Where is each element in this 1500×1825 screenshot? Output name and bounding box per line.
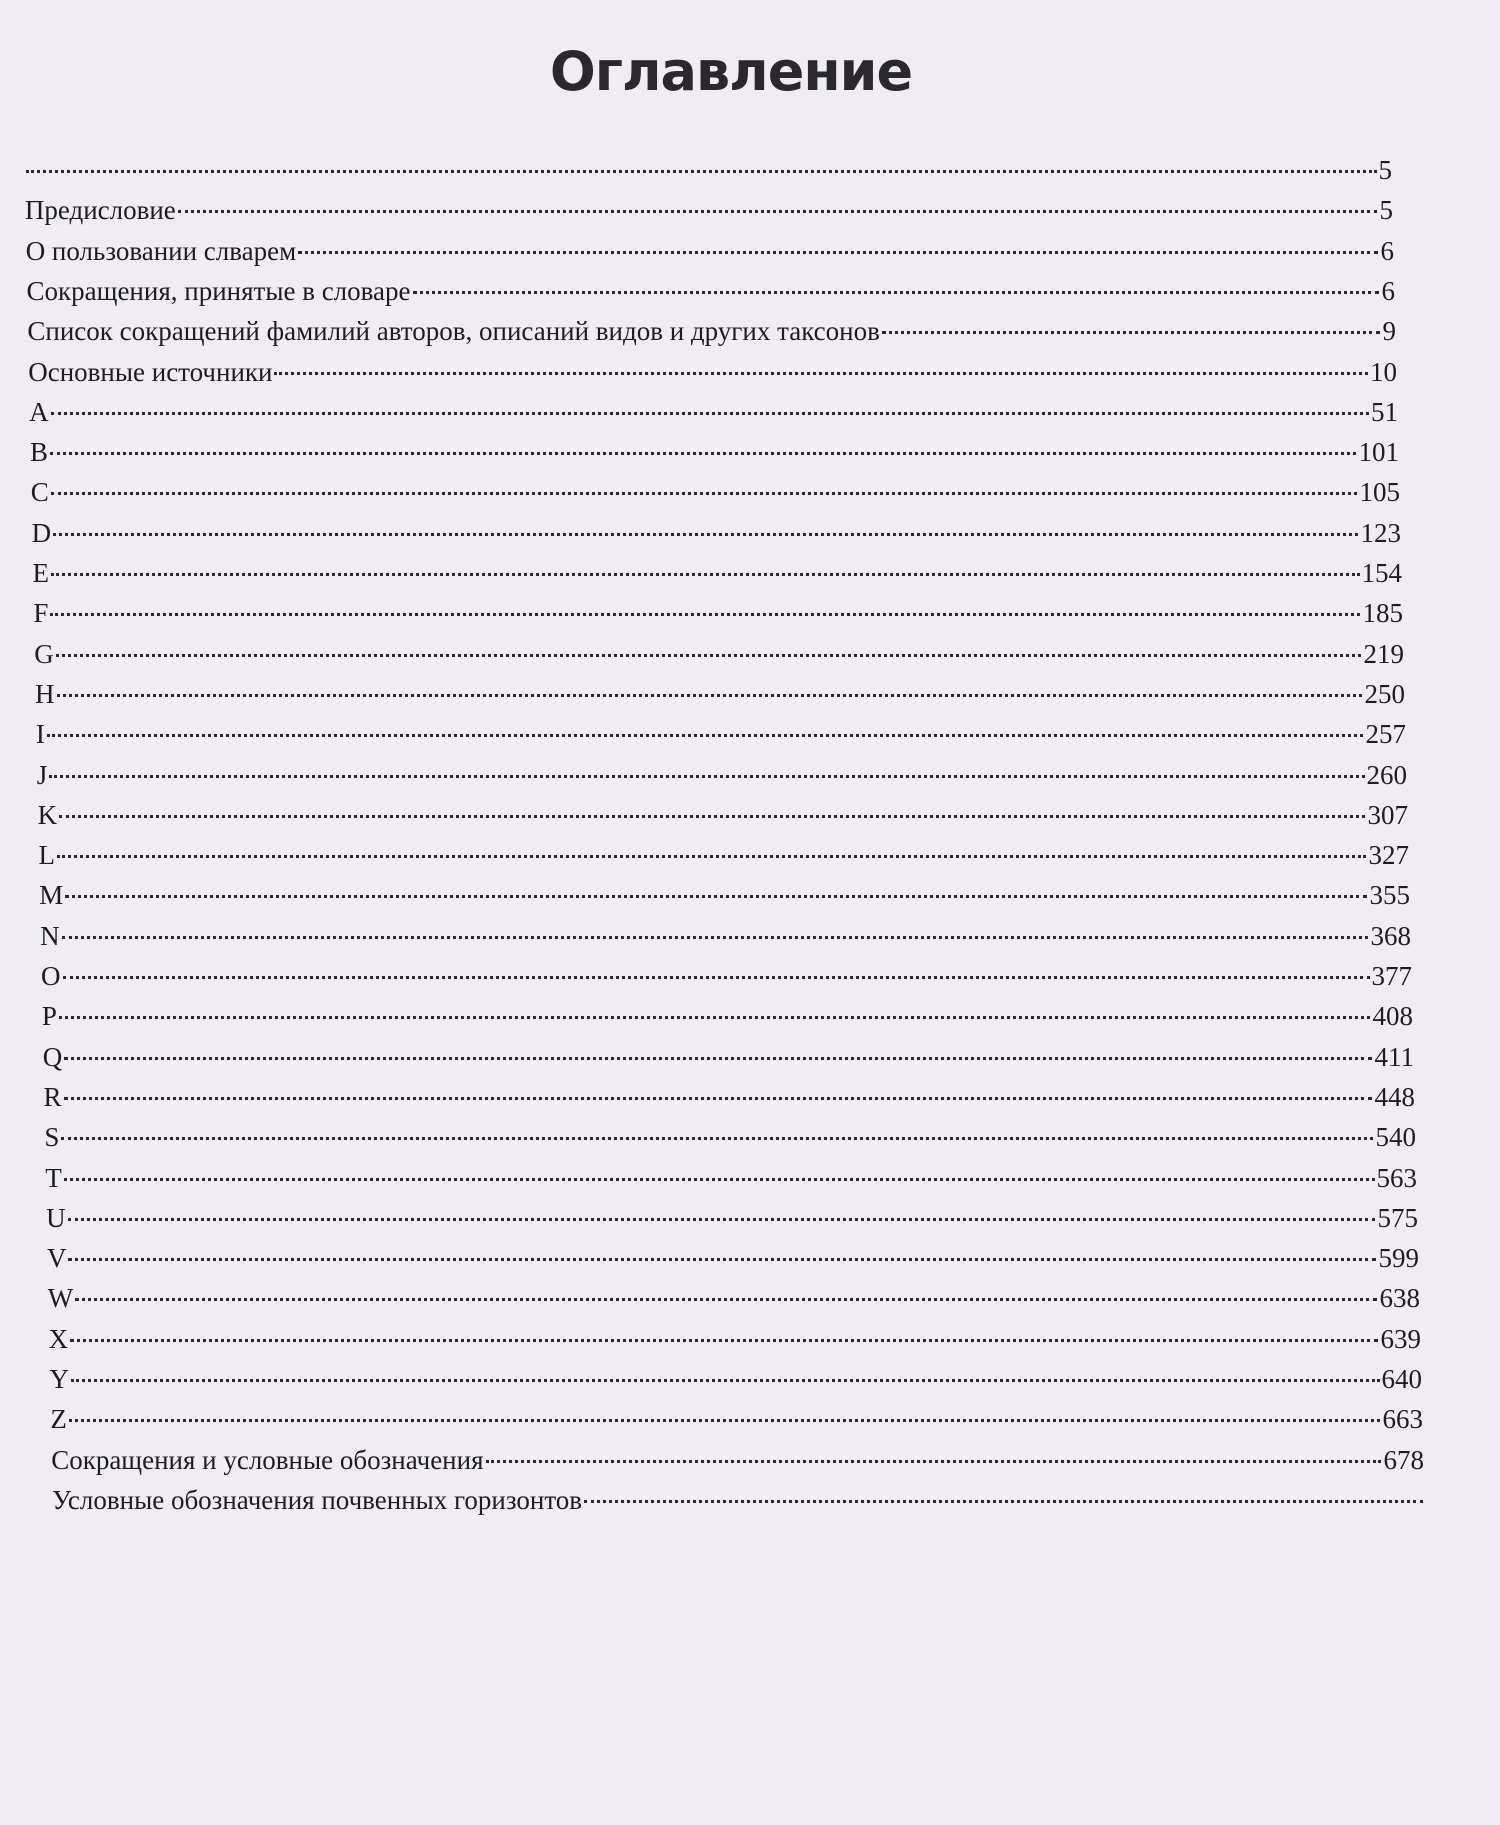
toc-entry-label: Сокращения, принятые в словаре bbox=[26, 275, 411, 306]
toc-leader-dots bbox=[57, 694, 1363, 697]
toc-entry-page: 154 bbox=[1361, 558, 1402, 588]
toc-leader-dots bbox=[64, 1097, 1373, 1100]
toc-entry-page: 327 bbox=[1368, 840, 1409, 871]
toc-entry bbox=[47, 1238, 1419, 1278]
toc-entry-page: 678 bbox=[1383, 1444, 1424, 1475]
toc-entry-label: Условные обозначения почвенных горизонтов bbox=[52, 1484, 583, 1515]
toc-entry bbox=[40, 916, 1411, 956]
toc-leader-dots bbox=[50, 613, 1360, 616]
toc-entry-page: 355 bbox=[1369, 880, 1410, 911]
toc-leader-dots bbox=[63, 976, 1370, 979]
toc-entry-label: U bbox=[46, 1202, 66, 1233]
toc-entry-page: 448 bbox=[1374, 1081, 1415, 1112]
toc-entry-label: M bbox=[39, 880, 64, 911]
toc-entry-label: C bbox=[30, 477, 49, 508]
toc-leader-dots bbox=[65, 895, 1367, 898]
toc-entry bbox=[45, 1158, 1417, 1198]
toc-leader-dots bbox=[69, 1419, 1381, 1422]
toc-leader-dots bbox=[49, 775, 1364, 778]
toc-entry-label: N bbox=[40, 920, 60, 951]
toc-entry-label: T bbox=[45, 1162, 62, 1193]
toc-entry bbox=[31, 472, 1400, 512]
toc-entry bbox=[50, 1359, 1423, 1399]
toc-entry-label: D bbox=[31, 517, 52, 548]
toc-entry-label: R bbox=[43, 1081, 62, 1112]
toc-entry-label: V bbox=[46, 1243, 67, 1274]
toc-entry bbox=[25, 190, 1393, 230]
toc-entry-page: 105 bbox=[1359, 477, 1400, 508]
toc-entry bbox=[33, 593, 1403, 633]
toc-entry-label: B bbox=[29, 437, 48, 468]
toc-leader-dots bbox=[26, 170, 1377, 173]
toc-leader-dots bbox=[413, 291, 1380, 294]
toc-entry-page: 219 bbox=[1363, 638, 1404, 669]
toc-leader-dots bbox=[59, 815, 1365, 818]
toc-entry-label: Основные источники bbox=[28, 356, 273, 387]
toc-entry bbox=[29, 392, 1398, 432]
toc-leader-dots bbox=[57, 855, 1367, 858]
toc-entry-page: 599 bbox=[1378, 1243, 1419, 1274]
toc-entry bbox=[28, 352, 1397, 392]
toc-leader-dots bbox=[178, 210, 1378, 213]
toc-leader-dots bbox=[64, 1178, 1375, 1181]
toc-leader-dots bbox=[71, 1379, 1380, 1382]
toc-leader-dots bbox=[298, 251, 1378, 254]
toc-entry-page: 6 bbox=[1380, 235, 1394, 266]
toc-entry-page: 5 bbox=[1378, 155, 1392, 185]
toc-leader-dots bbox=[56, 654, 1362, 657]
toc-entry-page: 377 bbox=[1371, 961, 1412, 991]
toc-entry-label: I bbox=[35, 719, 45, 750]
toc-entry-page: 307 bbox=[1367, 799, 1408, 830]
toc-entry bbox=[38, 835, 1409, 875]
toc-entry bbox=[39, 875, 1410, 915]
toc-entry-label: A bbox=[29, 396, 49, 427]
toc-entry-label: O bbox=[41, 961, 61, 991]
toc-leader-dots bbox=[68, 1218, 1376, 1221]
toc-entry bbox=[30, 432, 1399, 472]
toc-entry bbox=[49, 1319, 1421, 1359]
toc-entry bbox=[48, 1278, 1420, 1318]
toc-entry-label: S bbox=[44, 1122, 60, 1153]
toc-entry bbox=[43, 1037, 1414, 1077]
toc-entry-page: 408 bbox=[1372, 1001, 1413, 1032]
toc-entry-page: 563 bbox=[1376, 1162, 1417, 1193]
toc-entry bbox=[24, 150, 1392, 190]
toc-entry-label: H bbox=[35, 678, 55, 709]
toc-entry-label: Предисловие bbox=[24, 195, 176, 226]
toc-entry bbox=[33, 553, 1403, 593]
toc-entry bbox=[46, 1198, 1418, 1238]
toc-leader-dots bbox=[51, 573, 1360, 576]
toc-entry bbox=[52, 1480, 1425, 1520]
toc-entry-label: Y bbox=[49, 1364, 69, 1394]
toc-leader-dots bbox=[274, 372, 1368, 375]
toc-leader-dots bbox=[64, 1057, 1372, 1060]
toc-entry-label: J bbox=[36, 759, 48, 790]
toc-leader-dots bbox=[51, 412, 1369, 415]
toc-leader-dots bbox=[486, 1460, 1382, 1463]
toc-entry-page: 250 bbox=[1364, 678, 1405, 709]
toc-entry bbox=[34, 634, 1404, 674]
toc-entry-label: K bbox=[37, 799, 58, 830]
toc-entry-label: Q bbox=[42, 1041, 63, 1072]
toc-leader-dots bbox=[51, 492, 1358, 495]
toc-entry-page: 6 bbox=[1381, 275, 1395, 306]
toc-entry bbox=[44, 1077, 1415, 1117]
toc-leader-dots bbox=[584, 1500, 1423, 1503]
toc-entry-page: 638 bbox=[1379, 1283, 1420, 1314]
toc-entry-label: X bbox=[48, 1323, 69, 1354]
toc-leader-dots bbox=[882, 331, 1381, 334]
toc-leader-dots bbox=[61, 1137, 1373, 1140]
toc-entry-label: О пользовании слварем bbox=[25, 235, 297, 266]
toc-leader-dots bbox=[68, 1258, 1376, 1261]
toc-leader-dots bbox=[70, 1339, 1378, 1342]
toc-leader-dots bbox=[75, 1298, 1377, 1301]
toc-entry bbox=[44, 1117, 1416, 1157]
page-title: Оглавление bbox=[549, 40, 913, 103]
toc-entry bbox=[36, 714, 1406, 754]
toc-entry-page: 185 bbox=[1362, 598, 1403, 629]
toc-entry-page: 9 bbox=[1382, 316, 1396, 347]
toc-entry-label: G bbox=[34, 638, 54, 669]
toc-leader-dots bbox=[59, 1016, 1371, 1019]
toc-entry bbox=[32, 513, 1401, 553]
toc-entry-page: 639 bbox=[1380, 1323, 1421, 1354]
toc-entry bbox=[27, 271, 1395, 311]
toc-entry-label: Z bbox=[50, 1404, 67, 1435]
toc-entry bbox=[42, 996, 1413, 1036]
toc-entry-page: 257 bbox=[1365, 719, 1406, 750]
toc-entry-label: E bbox=[32, 558, 49, 588]
toc-entry-label: Список сокращений фамилий авторов, описаний видов и других таксонов bbox=[27, 316, 880, 347]
toc-entry bbox=[38, 795, 1408, 835]
toc-entry-label: W bbox=[47, 1283, 74, 1314]
toc-entry-page: 663 bbox=[1382, 1404, 1423, 1435]
toc-entry-page: 260 bbox=[1366, 759, 1407, 790]
toc-entry bbox=[35, 674, 1405, 714]
toc-entry-page: 51 bbox=[1370, 396, 1398, 427]
toc-leader-dots bbox=[62, 936, 1369, 939]
toc-leader-dots bbox=[53, 533, 1358, 536]
toc-entry-label: L bbox=[38, 840, 55, 871]
toc-entry-label: Сокращения и условные обозначения bbox=[51, 1444, 484, 1475]
toc-entry-label: F bbox=[33, 598, 49, 629]
toc-entry bbox=[50, 1399, 1423, 1439]
toc-entry-page: 575 bbox=[1377, 1202, 1418, 1233]
toc-entry bbox=[26, 231, 1394, 271]
toc-entry-page: 101 bbox=[1358, 437, 1399, 468]
toc-entry-page: 10 bbox=[1370, 356, 1397, 387]
toc-entry-page: 368 bbox=[1370, 920, 1411, 951]
toc-entry-page: 540 bbox=[1375, 1122, 1416, 1153]
toc-entry-page: 5 bbox=[1379, 195, 1393, 226]
toc-entry-page: 640 bbox=[1381, 1364, 1422, 1394]
toc-entry-label: P bbox=[41, 1001, 57, 1032]
toc-entry bbox=[27, 311, 1396, 351]
toc-leader-dots bbox=[47, 734, 1364, 737]
toc-leader-dots bbox=[50, 452, 1357, 455]
toc-entry bbox=[51, 1440, 1424, 1480]
toc-entry bbox=[37, 755, 1407, 795]
toc-entry-page: 123 bbox=[1360, 517, 1401, 548]
toc-entry-page: 411 bbox=[1374, 1041, 1414, 1072]
toc-entry bbox=[41, 956, 1412, 996]
